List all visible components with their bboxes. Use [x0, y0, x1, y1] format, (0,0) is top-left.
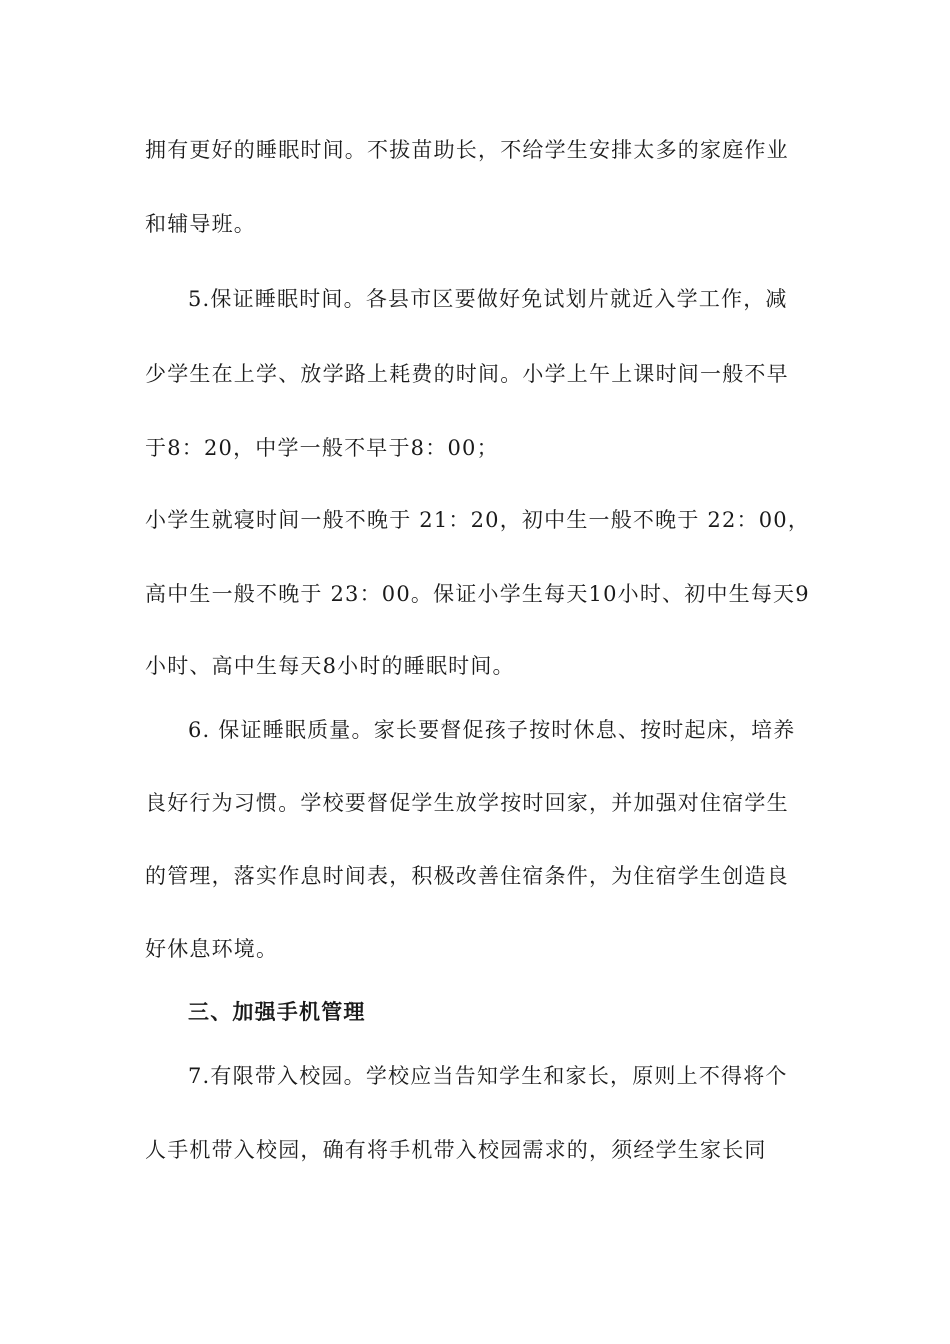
- paragraph-line: 和辅导班。: [145, 212, 256, 236]
- paragraph-line: 5.保证睡眠时间。各县市区要做好免试划片就近入学工作，减: [188, 287, 788, 311]
- section-heading: 三、加强手机管理: [188, 1000, 366, 1024]
- paragraph-line: 7.有限带入校园。学校应当告知学生和家长，原则上不得将个: [188, 1064, 788, 1088]
- paragraph-line: 小时、高中生每天8小时的睡眠时间。: [145, 654, 515, 678]
- paragraph-line: 6. 保证睡眠质量。家长要督促孩子按时休息、按时起床，培养: [188, 718, 796, 742]
- paragraph-line: 少学生在上学、放学路上耗费的时间。小学上午上课时间一般不早: [145, 362, 789, 386]
- paragraph-line: 于8：20，中学一般不早于8：00；: [145, 436, 499, 460]
- paragraph-line: 良好行为习惯。学校要督促学生放学按时回家，并加强对住宿学生: [145, 791, 789, 815]
- paragraph-line: 的管理，落实作息时间表，积极改善住宿条件，为住宿学生创造良: [145, 864, 789, 888]
- paragraph-line: 小学生就寝时间一般不晚于 21：20，初中生一般不晚于 22：00，: [145, 508, 811, 532]
- paragraph-line: 拥有更好的睡眠时间。不拔苗助长，不给学生安排太多的家庭作业: [145, 138, 789, 162]
- paragraph-line: 好休息环境。: [145, 937, 279, 961]
- paragraph-line: 人手机带入校园，确有将手机带入校园需求的，须经学生家长同: [145, 1138, 767, 1162]
- paragraph-line: 高中生一般不晚于 23：00。保证小学生每天10小时、初中生每天9: [145, 582, 810, 606]
